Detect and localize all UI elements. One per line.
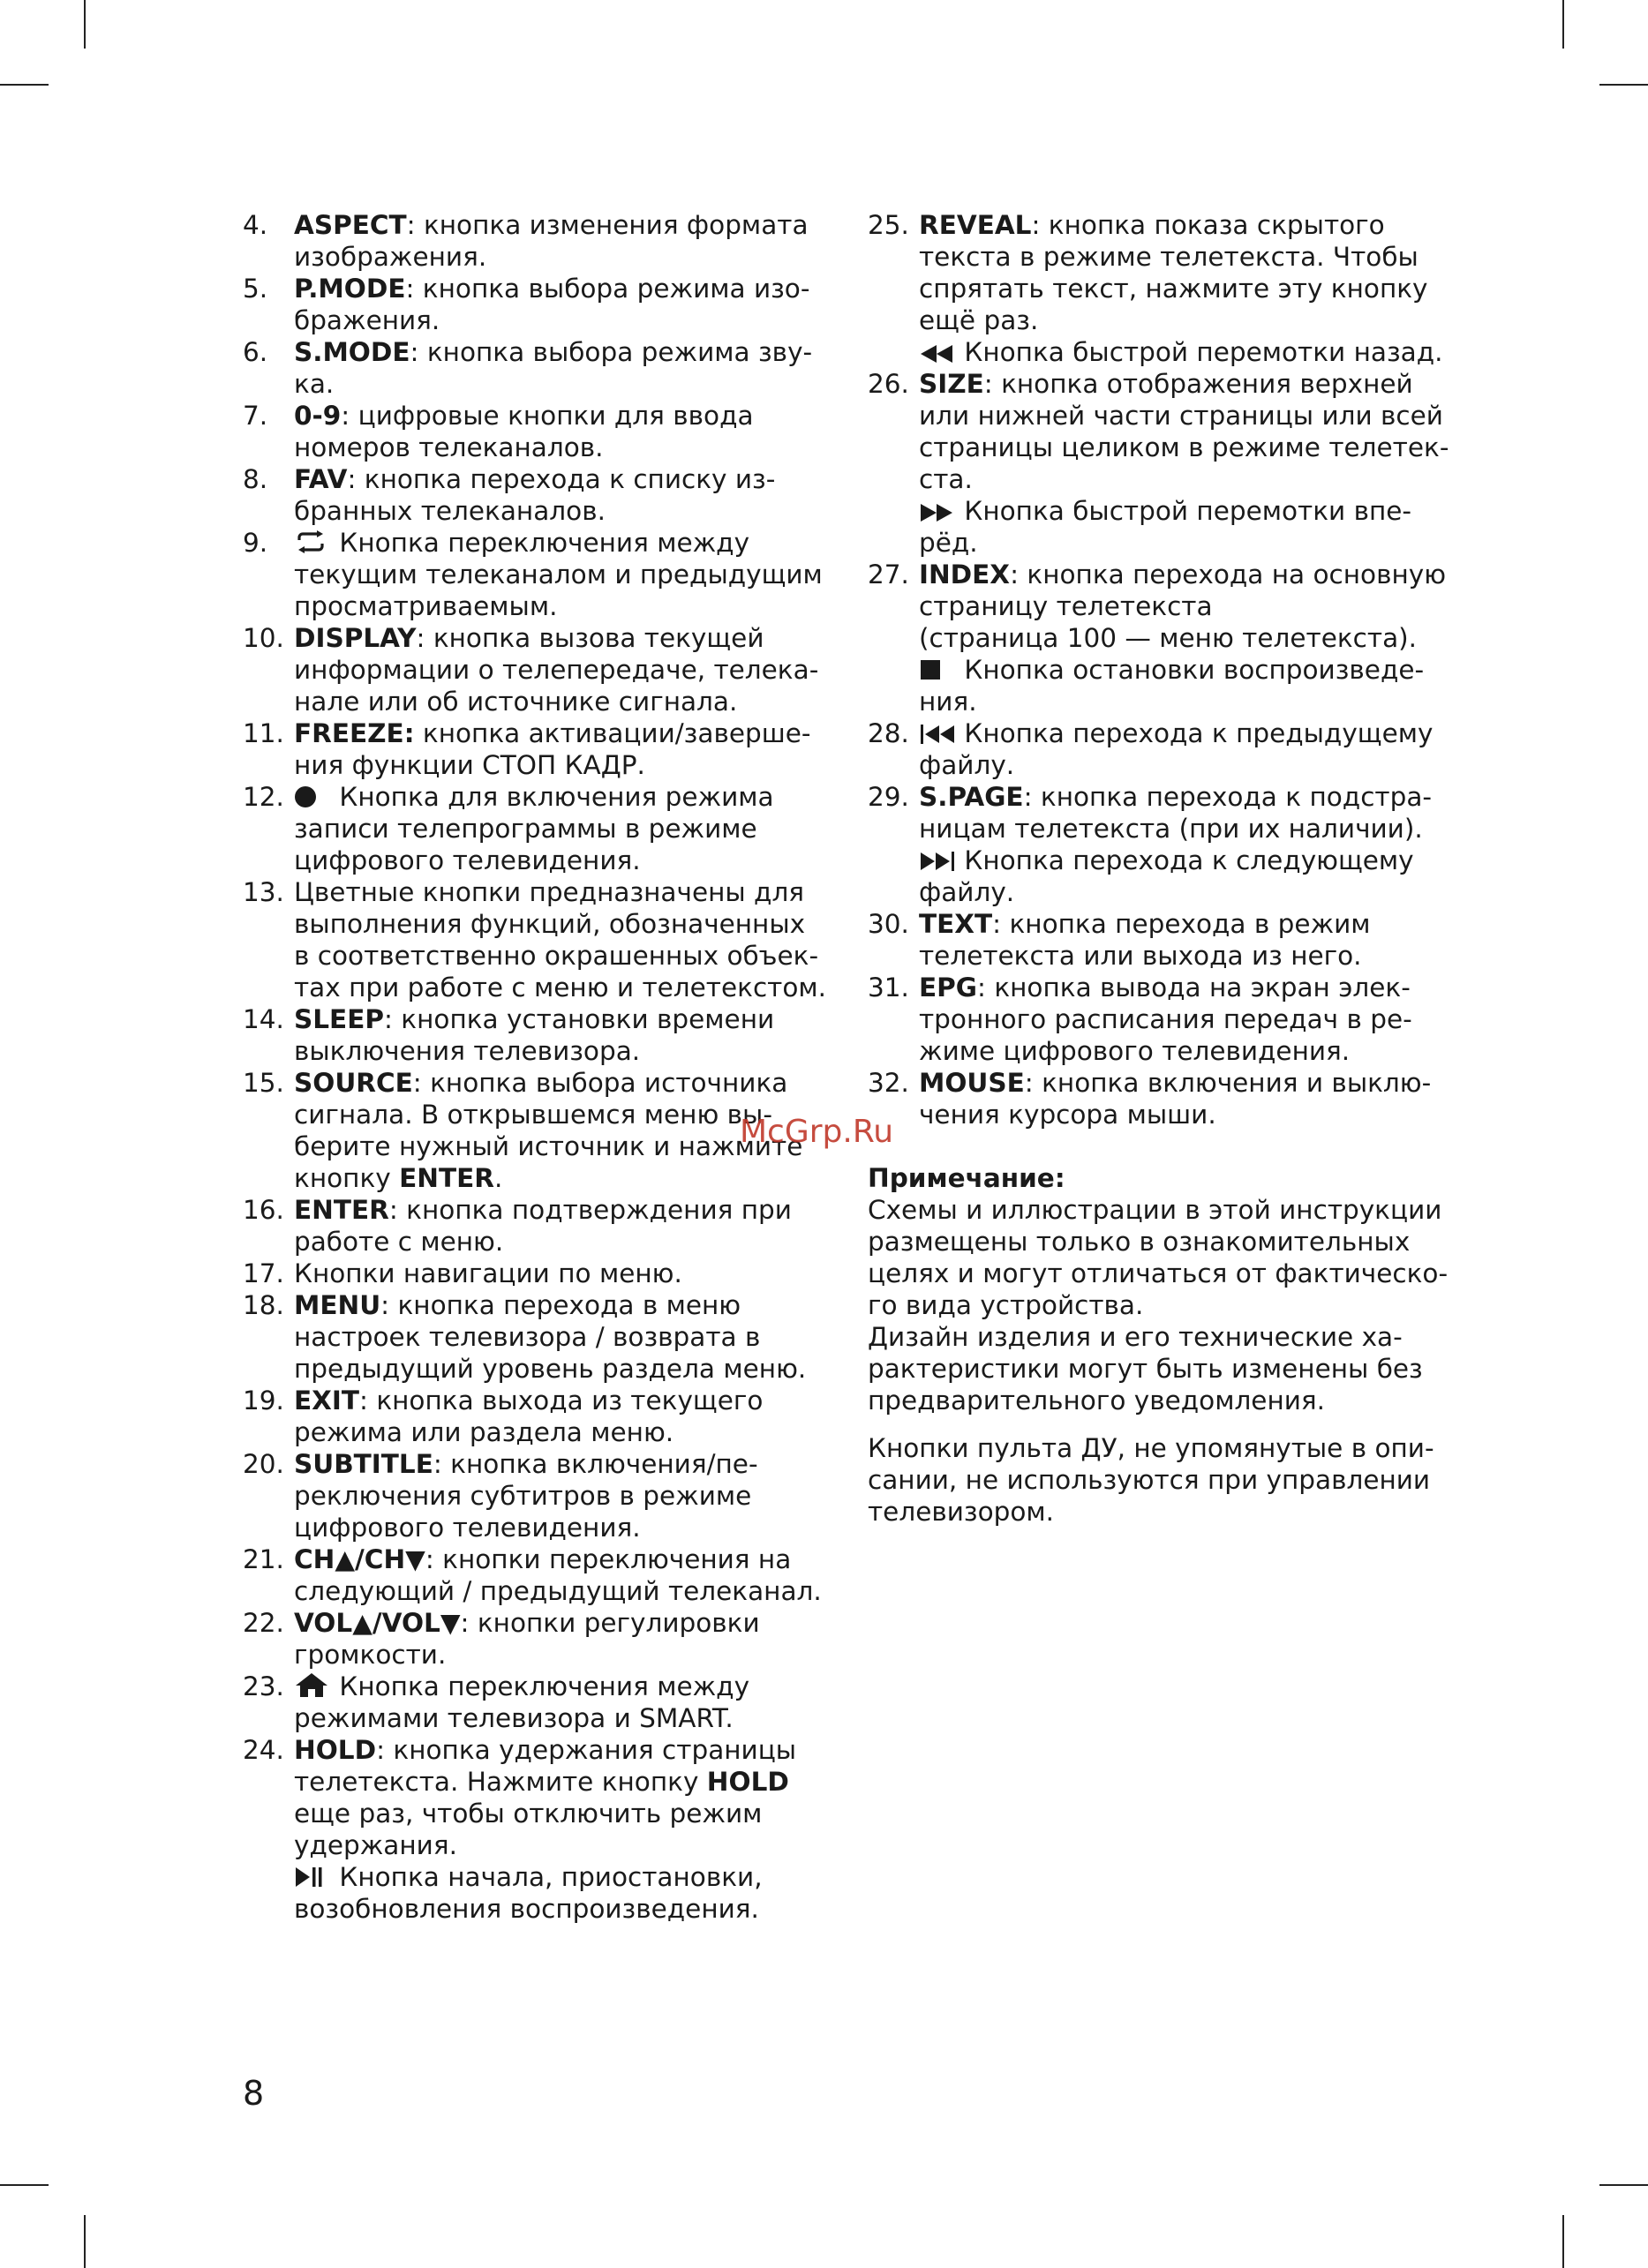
item-text: : кнопка удержания страницы <box>376 1735 797 1765</box>
item-number: 11. <box>243 718 284 748</box>
item-line <box>919 527 1468 559</box>
button-key-name: HOLD <box>706 1767 789 1797</box>
item-line <box>294 559 843 590</box>
item-text: Кнопка быстрой перемотки назад. <box>956 337 1443 367</box>
button-key-name: 0-9 <box>294 401 342 431</box>
note-paragraph-1 <box>868 1194 1468 1321</box>
button-key-name: DISPLAY <box>294 623 417 653</box>
item-text: Кнопка перехода к предыдущему <box>956 718 1434 748</box>
item-text: : кнопка вывода на экран элек- <box>977 973 1411 1003</box>
item-number: 21. <box>243 1544 284 1574</box>
item-line <box>919 1099 1468 1130</box>
item-line <box>294 1702 843 1734</box>
item-text: просматриваемым. <box>294 591 558 621</box>
item-line <box>294 1543 843 1575</box>
item-line <box>294 845 843 876</box>
item-line <box>294 273 843 304</box>
item-number: 20. <box>243 1449 284 1479</box>
item-text: : кнопка перехода к подстра- <box>1023 782 1433 812</box>
item-line <box>919 1035 1468 1067</box>
item-line <box>294 1385 843 1416</box>
item-text: : кнопка выбора источника <box>412 1068 788 1098</box>
item-line <box>919 940 1468 972</box>
item-number: 19. <box>243 1386 284 1416</box>
item-text: : кнопка выхода из текущего <box>359 1386 764 1416</box>
button-key-name: SLEEP <box>294 1004 384 1034</box>
item-line <box>294 463 843 495</box>
item-line <box>919 845 1468 876</box>
item-line <box>919 876 1468 908</box>
button-key-name: P.MODE <box>294 274 406 304</box>
note-paragraph-3 <box>868 1432 1468 1528</box>
item-text: текущим телеканалом и предыдущим <box>294 559 823 590</box>
item-text: бражения. <box>294 305 440 335</box>
item-text: громкости. <box>294 1640 447 1670</box>
item-text: : кнопки регулировки <box>460 1608 760 1638</box>
item-number: 7. <box>243 401 268 431</box>
item-text: : кнопка перехода в меню <box>380 1290 741 1320</box>
item-line <box>919 654 1468 686</box>
item-text: Кнопка переключения между <box>331 528 750 558</box>
item-line <box>294 1353 843 1385</box>
button-key-name: CH▲/CH▼ <box>294 1544 425 1574</box>
item-text: : кнопка выбора режима зву- <box>410 337 813 367</box>
note-line: го вида устройства. <box>868 1290 1144 1320</box>
list-item <box>243 1385 843 1448</box>
item-text: Кнопка переключения между <box>331 1671 750 1701</box>
list-item <box>243 336 843 400</box>
item-line <box>294 1321 843 1353</box>
left-column <box>243 209 843 1925</box>
item-text: работе с меню. <box>294 1227 504 1257</box>
rewind-icon <box>919 344 956 364</box>
button-key-name: ENTER <box>294 1195 389 1225</box>
item-line <box>294 1766 843 1798</box>
item-line <box>294 749 843 781</box>
item-number: 24. <box>243 1735 284 1765</box>
item-line <box>294 908 843 940</box>
item-text: берите нужный источник и нажмите <box>294 1131 803 1161</box>
item-text: сигнала. В открывшемся меню вы- <box>294 1100 772 1130</box>
item-text: Кнопка начала, приостановки, <box>331 1862 763 1892</box>
item-text: режима или раздела меню. <box>294 1417 674 1447</box>
list-item <box>868 1067 1468 1130</box>
item-line <box>294 1289 843 1321</box>
item-line <box>294 1671 843 1702</box>
item-line <box>294 1194 843 1226</box>
list-item <box>868 781 1468 908</box>
crop-mark <box>0 84 49 86</box>
item-text: : кнопка отображения верхней <box>983 369 1413 399</box>
item-text: записи телепрограммы в режиме <box>294 814 757 844</box>
item-line <box>919 336 1468 368</box>
button-key-name: SIZE <box>919 369 984 399</box>
list-item <box>243 463 843 527</box>
crop-mark <box>1599 84 1648 86</box>
button-key-name: EPG <box>919 973 977 1003</box>
item-text: тах при работе с меню и телетекстом. <box>294 973 827 1003</box>
item-number: 9. <box>243 528 268 558</box>
button-key-name: SOURCE <box>294 1068 413 1098</box>
item-text: ка. <box>294 369 335 399</box>
list-item <box>868 368 1468 559</box>
record-icon <box>294 785 331 808</box>
item-text: Кнопка для включения режима <box>331 782 774 812</box>
note-line: Схемы и иллюстрации в этой инструкции <box>868 1195 1442 1225</box>
item-number: 17. <box>243 1258 284 1288</box>
item-text: в соответственно окрашенных объек- <box>294 941 819 971</box>
button-key-name: TEXT <box>919 909 993 939</box>
item-number: 16. <box>243 1195 284 1225</box>
item-line <box>919 686 1468 717</box>
crop-mark <box>1599 2184 1648 2186</box>
item-line <box>294 1162 843 1194</box>
item-text: выключения телевизора. <box>294 1036 641 1066</box>
item-line <box>919 368 1468 400</box>
note-line: целях и могут отличаться от фактическо- <box>868 1258 1449 1288</box>
item-line <box>294 1575 843 1607</box>
item-text: тронного расписания передач в ре- <box>919 1004 1412 1034</box>
right-column <box>868 209 1468 1528</box>
item-line <box>294 304 843 336</box>
item-text: : кнопка включения/пе- <box>433 1449 758 1479</box>
item-text: цифрового телевидения. <box>294 1513 641 1543</box>
item-line <box>294 940 843 972</box>
item-line <box>294 209 843 241</box>
item-text: текста в режиме телетекста. Чтобы <box>919 242 1418 272</box>
item-text: выполнения функций, обозначенных <box>294 909 806 939</box>
item-text: цифрового телевидения. <box>294 845 641 875</box>
item-line <box>294 400 843 432</box>
previous-icon <box>919 724 956 745</box>
crop-mark <box>84 0 86 49</box>
note-line: сании, не используются при управлении <box>868 1465 1431 1495</box>
item-text: : кнопка изменения формата <box>406 210 809 240</box>
list-item <box>243 1734 843 1925</box>
item-text: спрятать текст, нажмите эту кнопку <box>919 274 1428 304</box>
item-line <box>294 1448 843 1480</box>
item-text: файлу. <box>919 877 1015 907</box>
item-line <box>294 654 843 686</box>
item-line <box>294 241 843 273</box>
item-line <box>919 622 1468 654</box>
item-line <box>294 1035 843 1067</box>
button-key-name: INDEX <box>919 559 1011 590</box>
item-text: нале или об источнике сигнала. <box>294 687 738 717</box>
button-key-name: HOLD <box>294 1735 377 1765</box>
item-line <box>294 1480 843 1512</box>
item-line <box>919 749 1468 781</box>
item-text: телетекста. Нажмите кнопку <box>294 1767 707 1797</box>
item-number: 12. <box>243 782 284 812</box>
crop-mark <box>0 2184 49 2186</box>
list-item <box>868 972 1468 1067</box>
list-item <box>243 876 843 1003</box>
item-text: кнопку <box>294 1163 400 1193</box>
item-line <box>294 876 843 908</box>
item-number: 25. <box>868 210 909 240</box>
item-number: 8. <box>243 464 268 494</box>
item-line <box>294 686 843 717</box>
item-line <box>919 400 1468 432</box>
item-line <box>919 1067 1468 1099</box>
button-key-name: ENTER <box>399 1163 494 1193</box>
item-line <box>294 1067 843 1099</box>
item-line <box>294 1893 843 1925</box>
item-text: ещё раз. <box>919 305 1039 335</box>
list-item <box>243 1289 843 1385</box>
list-item <box>243 1671 843 1734</box>
list-item <box>243 1448 843 1543</box>
item-text: Кнопка перехода к следующему <box>956 845 1414 875</box>
item-number: 6. <box>243 337 268 367</box>
button-key-name: REVEAL <box>919 210 1032 240</box>
item-line <box>294 1639 843 1671</box>
item-text: информации о телепередаче, телека- <box>294 655 819 685</box>
button-key-name: VOL▲/VOL▼ <box>294 1608 461 1638</box>
list-item <box>243 1003 843 1067</box>
item-line <box>294 972 843 1003</box>
item-number: 27. <box>868 559 909 590</box>
item-line <box>919 209 1468 241</box>
note-line: Кнопки пульта ДУ, не упомянутые в опи- <box>868 1433 1434 1463</box>
item-text: предыдущий уровень раздела меню. <box>294 1354 807 1384</box>
item-text: рёд. <box>919 528 978 558</box>
item-text: : кнопка перехода на основную <box>1010 559 1447 590</box>
item-line <box>294 1226 843 1258</box>
button-key-name: FAV <box>294 464 348 494</box>
next-icon <box>919 851 956 872</box>
item-line <box>919 463 1468 495</box>
note-line: предварительного уведомления. <box>868 1386 1326 1416</box>
item-text: ста. <box>919 464 973 494</box>
item-line <box>294 368 843 400</box>
item-text: жиме цифрового телевидения. <box>919 1036 1351 1066</box>
item-number: 23. <box>243 1671 284 1701</box>
item-text: страницы целиком в режиме телетек- <box>919 432 1449 462</box>
item-text: ния функции СТОП КАДР. <box>294 750 645 780</box>
item-number: 28. <box>868 718 909 748</box>
list-item <box>243 781 843 876</box>
item-line <box>294 622 843 654</box>
button-key-name: FREEZE: <box>294 718 415 748</box>
list-item <box>243 1543 843 1607</box>
list-item <box>243 273 843 336</box>
item-text: бранных телеканалов. <box>294 496 606 526</box>
item-line <box>294 813 843 845</box>
item-text: реключения субтитров в режиме <box>294 1481 752 1511</box>
button-key-name: MENU <box>294 1290 381 1320</box>
item-text: : кнопка перехода в режим <box>992 909 1371 939</box>
item-text: (страница 100 — меню телетекста). <box>919 623 1418 653</box>
item-text: . <box>493 1163 503 1193</box>
item-text: : цифровые кнопки для ввода <box>341 401 754 431</box>
item-text: Кнопка остановки воспроизведе- <box>956 655 1425 685</box>
note-paragraph-2 <box>868 1321 1468 1416</box>
item-line <box>919 813 1468 845</box>
item-number: 30. <box>868 909 909 939</box>
item-line <box>919 559 1468 590</box>
list-item <box>243 717 843 781</box>
item-text: удержания. <box>294 1830 457 1860</box>
item-number: 22. <box>243 1608 284 1638</box>
item-text: Цветные кнопки предназначены для <box>294 877 805 907</box>
note-line: Дизайн изделия и его технические ха- <box>868 1322 1403 1352</box>
item-line <box>294 1512 843 1543</box>
button-key-name: S.PAGE <box>919 782 1024 812</box>
item-text: ния. <box>919 687 977 717</box>
item-text: : кнопки переключения на <box>425 1544 792 1574</box>
list-item <box>243 1194 843 1258</box>
item-line <box>294 495 843 527</box>
list-item <box>243 1607 843 1671</box>
right-items <box>868 209 1468 1130</box>
item-text: кнопка активации/заверше- <box>414 718 811 748</box>
fast-forward-icon <box>919 503 956 522</box>
list-item <box>243 527 843 622</box>
item-number: 26. <box>868 369 909 399</box>
item-text: чения курсора мыши. <box>919 1100 1216 1130</box>
button-key-name: MOUSE <box>919 1068 1025 1098</box>
item-text: страницу телетекста <box>919 591 1213 621</box>
item-line <box>294 1829 843 1861</box>
crop-mark <box>1562 0 1564 49</box>
item-text: : кнопка включения и выклю- <box>1024 1068 1432 1098</box>
item-line <box>919 273 1468 304</box>
item-text: : кнопка выбора режима изо- <box>405 274 810 304</box>
item-line <box>919 1003 1468 1035</box>
item-line <box>294 527 843 559</box>
item-text: телетекста или выхода из него. <box>919 941 1362 971</box>
item-line <box>294 1258 843 1289</box>
item-line <box>294 717 843 749</box>
crop-mark <box>84 2215 86 2268</box>
list-item <box>243 400 843 463</box>
page-number: 8 <box>243 2074 265 2113</box>
list-item <box>243 622 843 717</box>
item-text: файлу. <box>919 750 1015 780</box>
item-text: : кнопка показа скрытого <box>1031 210 1385 240</box>
item-text: номеров телеканалов. <box>294 432 604 462</box>
list-item <box>868 559 1468 717</box>
item-line <box>294 1607 843 1639</box>
item-line <box>294 1861 843 1893</box>
item-line <box>919 717 1468 749</box>
item-text: или нижней части страницы или всей <box>919 401 1443 431</box>
home-icon <box>294 1671 331 1698</box>
list-item <box>868 209 1468 368</box>
note-title: Примечание: <box>868 1163 1065 1193</box>
item-text: еще раз, чтобы отключить режим <box>294 1799 763 1829</box>
button-key-name: EXIT <box>294 1386 359 1416</box>
note-line: размещены только в ознакомительных <box>868 1227 1411 1257</box>
item-number: 15. <box>243 1068 284 1098</box>
item-text: Кнопки навигации по меню. <box>294 1258 682 1288</box>
item-number: 14. <box>243 1004 284 1034</box>
item-line <box>919 908 1468 940</box>
item-text: следующий / предыдущий телеканал. <box>294 1576 822 1606</box>
item-text: : кнопка установки времени <box>383 1004 775 1034</box>
item-line <box>294 781 843 813</box>
item-line <box>919 432 1468 463</box>
item-number: 13. <box>243 877 284 907</box>
button-key-name: ASPECT <box>294 210 407 240</box>
item-line <box>294 336 843 368</box>
item-text: ницам телетекста (при их наличии). <box>919 814 1423 844</box>
item-line <box>919 304 1468 336</box>
swap-icon <box>294 529 331 554</box>
button-key-name: S.MODE <box>294 337 410 367</box>
item-text: режимами телевизора и SMART. <box>294 1703 734 1733</box>
note-line: рактеристики могут быть изменены без <box>868 1354 1423 1384</box>
crop-mark <box>1562 2215 1564 2268</box>
item-line <box>294 1734 843 1766</box>
item-text: Кнопка быстрой перемотки впе- <box>956 496 1412 526</box>
item-text: : кнопка перехода к списку из- <box>347 464 776 494</box>
item-number: 10. <box>243 623 284 653</box>
item-number: 32. <box>868 1068 909 1098</box>
item-line <box>919 972 1468 1003</box>
item-number: 18. <box>243 1290 284 1320</box>
item-line <box>294 1798 843 1829</box>
item-text: : кнопка вызова текущей <box>416 623 764 653</box>
item-line <box>294 432 843 463</box>
note-line: телевизором. <box>868 1497 1055 1527</box>
watermark: McGrp.Ru <box>740 1114 894 1150</box>
item-text: изображения. <box>294 242 487 272</box>
item-line <box>294 1003 843 1035</box>
item-line <box>919 495 1468 527</box>
item-text: настроек телевизора / возврата в <box>294 1322 761 1352</box>
item-number: 31. <box>868 973 909 1003</box>
item-number: 4. <box>243 210 268 240</box>
stop-icon <box>919 658 956 681</box>
item-line <box>294 1416 843 1448</box>
list-item <box>868 717 1468 781</box>
item-line <box>919 781 1468 813</box>
list-item <box>868 908 1468 972</box>
button-key-name: SUBTITLE <box>294 1449 433 1479</box>
list-item <box>243 209 843 273</box>
item-line <box>294 590 843 622</box>
item-number: 5. <box>243 274 268 304</box>
item-text: возобновления воспроизведения. <box>294 1894 759 1924</box>
item-number: 29. <box>868 782 909 812</box>
play-pause-icon <box>294 1866 331 1889</box>
item-line <box>919 590 1468 622</box>
item-line <box>919 241 1468 273</box>
item-text: : кнопка подтверждения при <box>388 1195 792 1225</box>
list-item <box>243 1258 843 1289</box>
